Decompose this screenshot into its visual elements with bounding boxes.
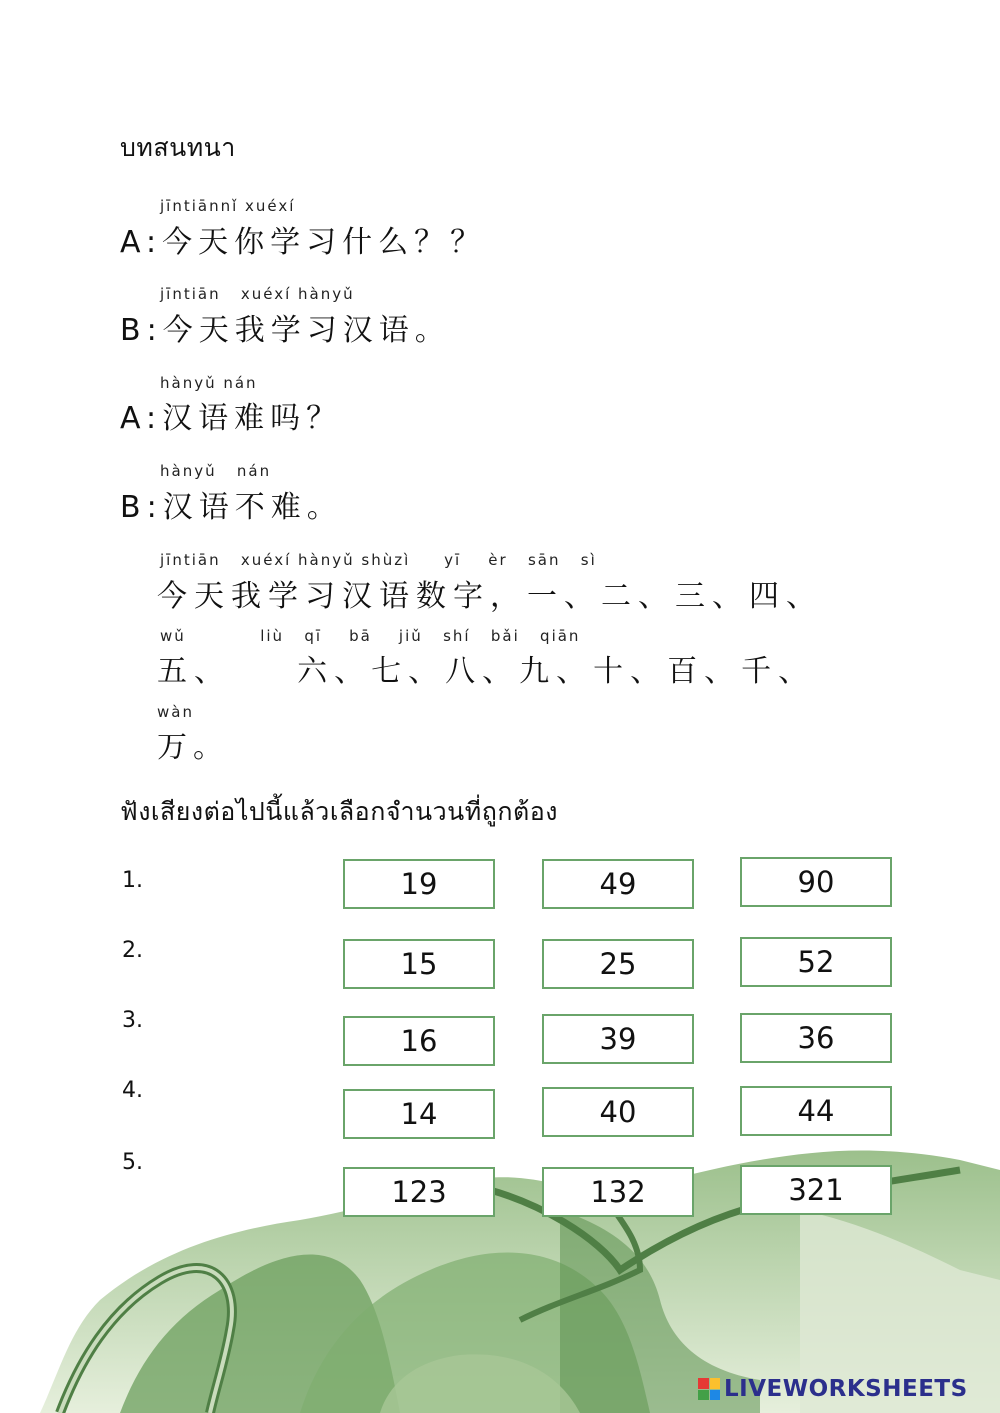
question-number-5: 5. bbox=[122, 1150, 143, 1175]
answer-option-1b[interactable]: 49 bbox=[542, 859, 694, 909]
liveworksheets-logo[interactable] bbox=[698, 1376, 968, 1402]
answer-option-2a[interactable]: 15 bbox=[343, 939, 495, 989]
question-number-1: 1. bbox=[122, 868, 143, 893]
question-number-3: 3. bbox=[122, 1008, 143, 1033]
dialogue-line-2: B:今天我学习汉语。 bbox=[120, 313, 451, 348]
answer-option-3b[interactable]: 39 bbox=[542, 1014, 694, 1064]
answer-option-1a[interactable]: 19 bbox=[343, 859, 495, 909]
pinyin-line-1: jīntiānnǐ xuéxí bbox=[160, 197, 296, 215]
pinyin-narration-1: jīntiān xuéxí hànyǔ shùzì yī èr sān sì bbox=[160, 551, 597, 569]
answer-option-3c[interactable]: 36 bbox=[740, 1013, 892, 1063]
answer-option-5b[interactable]: 132 bbox=[542, 1167, 694, 1217]
pinyin-line-4: hànyǔ nán bbox=[160, 462, 272, 480]
liveworksheets-logo-text: LIVEWORKSHEETS bbox=[724, 1376, 968, 1402]
answer-option-5a[interactable]: 123 bbox=[343, 1167, 495, 1217]
question-number-4: 4. bbox=[122, 1078, 143, 1103]
pinyin-line-3: hànyǔ nán bbox=[160, 374, 258, 392]
answer-option-3a[interactable]: 16 bbox=[343, 1016, 495, 1066]
dialogue-title: บทสนทนา bbox=[120, 133, 236, 162]
narration-line-3: 万。 bbox=[157, 730, 229, 765]
narration-line-1: 今天我学习汉语数字，一、二、三、四、 bbox=[157, 579, 823, 614]
dialogue-line-3: A:汉语难吗？ bbox=[120, 401, 343, 436]
liveworksheets-logo-icon bbox=[698, 1378, 720, 1400]
answer-option-2c[interactable]: 52 bbox=[740, 937, 892, 987]
answer-option-4b[interactable]: 40 bbox=[542, 1087, 694, 1137]
dialogue-line-4: B:汉语不难。 bbox=[120, 490, 343, 525]
answer-option-4c[interactable]: 44 bbox=[740, 1086, 892, 1136]
pinyin-narration-3: wàn bbox=[157, 703, 194, 721]
pinyin-line-2: jīntiān xuéxí hànyǔ bbox=[160, 285, 355, 303]
answer-option-4a[interactable]: 14 bbox=[343, 1089, 495, 1139]
answer-option-1c[interactable]: 90 bbox=[740, 857, 892, 907]
answer-option-5c[interactable]: 321 bbox=[740, 1165, 892, 1215]
exercise-instruction: ฟังเสียงต่อไปนี้แล้วเลือกจำนวนที่ถูกต้อง bbox=[120, 797, 558, 826]
question-number-2: 2. bbox=[122, 938, 143, 963]
narration-line-2: 五、 六、七、八、九、十、百、千、 bbox=[157, 654, 816, 689]
dialogue-line-1: A:今天你学习什么？？ bbox=[120, 225, 487, 260]
pinyin-narration-2: wǔ liù qī bā jiǔ shí bǎi qiān bbox=[160, 627, 581, 645]
answer-option-2b[interactable]: 25 bbox=[542, 939, 694, 989]
